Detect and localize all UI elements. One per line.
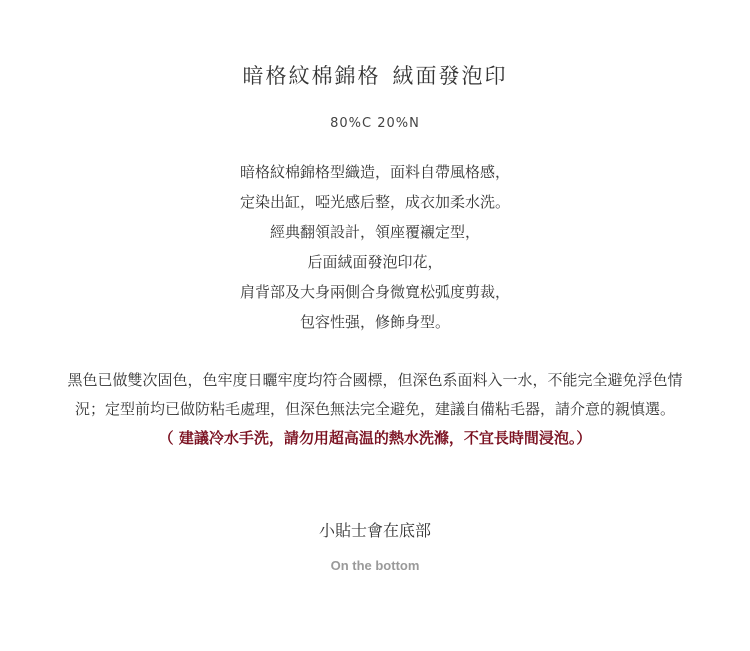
description-line: 經典翻領設計，領座覆襯定型， bbox=[269, 223, 480, 241]
description-line: 后面絨面發泡印花， bbox=[307, 253, 443, 271]
product-description bbox=[0, 157, 750, 337]
tip-heading: 小貼士會在底部 bbox=[318, 521, 431, 540]
description-line: 定染出缸，啞光感后整，成衣加柔水洗。 bbox=[239, 193, 510, 211]
description-line: 肩背部及大身兩側合身微寬松弧度剪裁， bbox=[239, 283, 510, 301]
care-notice bbox=[0, 366, 750, 453]
product-title bbox=[0, 60, 750, 90]
washing-warning: （ 建議冷水手洗，請勿用超高温的熱水洗滌，不宜長時間浸泡。） bbox=[158, 429, 592, 447]
product-title-part2: 絨面發泡印 bbox=[392, 64, 508, 88]
tip-subheading: On the bottom bbox=[330, 558, 420, 573]
care-notice-line: 黑色已做雙次固色，色牢度日曬牢度均符合國標，但深色系面料入一水，不能完全避免浮色情 bbox=[67, 371, 683, 389]
fabric-composition: 80%C 20%N bbox=[330, 116, 420, 131]
care-notice-line: 況；定型前均已做防粘毛處理，但深色無法完全避免，建議自備粘毛器，請介意的親慎選。 bbox=[74, 400, 675, 418]
product-title-part1: 暗格紋棉錦格 bbox=[242, 64, 381, 88]
description-line: 暗格紋棉錦格型織造，面料自帶風格感， bbox=[239, 163, 510, 181]
description-line: 包容性强，修飾身型。 bbox=[299, 313, 450, 331]
